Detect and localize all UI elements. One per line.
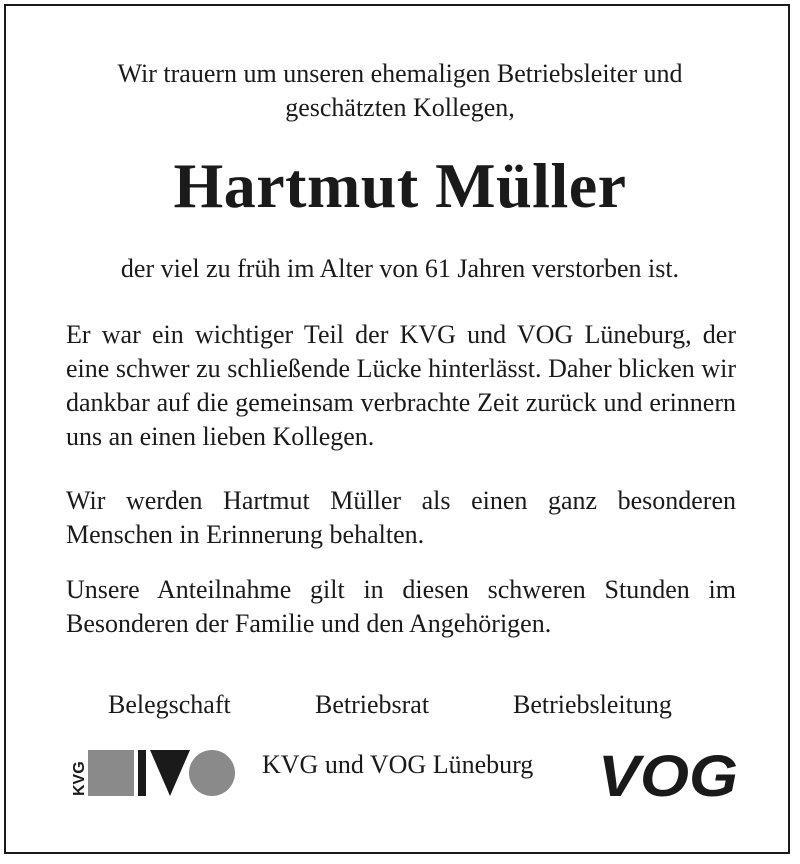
age-line: der viel zu früh im Alter von 61 Jahren verstorben ist. (120, 254, 680, 283)
intro-line-1: Wir trauern um unseren ehemaligen Betriebsleiter und (117, 59, 683, 88)
intro-text (0, 57, 800, 125)
kvg-bar-shape (138, 750, 146, 796)
vog-logo-text: VOG (598, 746, 738, 804)
kvg-triangle-shape (150, 750, 190, 796)
intro-line-2: geschätzten Kollegen, (285, 93, 515, 122)
signatory-staff: Belegschaft (108, 690, 231, 719)
paragraph-tribute: Er war ein wichtiger Teil der KVG und VOG Lüneburg, der eine schwer zu schließende Lücke hinterlässt. Daher blicken wir dankbar auf die gemeinsam verbrachte Zeit zurück und erinnern uns an einen lieben Kollegen. (66, 320, 736, 451)
signatory-works-council: Betriebsrat (315, 690, 430, 719)
kvg-logo-text: KVG (71, 761, 88, 796)
paragraph-condolence: Unsere Anteilnahme gilt in diesen schweren Stunden im Besonderen der Familie und den Angehörigen. (66, 575, 736, 638)
paragraph-remembrance: Wir werden Hartmut Müller als einen ganz besonderen Menschen in Erinnerung behalten. (66, 486, 736, 549)
signatory-management: Betriebsleitung (513, 690, 672, 719)
company-name: KVG und VOG Lüneburg (262, 750, 534, 779)
deceased-name: Hartmut Müller (173, 150, 627, 221)
vog-logo-icon (598, 746, 740, 804)
kvg-circle-shape (189, 750, 235, 796)
kvg-logo-icon (64, 744, 236, 800)
kvg-square-shape (88, 750, 134, 796)
